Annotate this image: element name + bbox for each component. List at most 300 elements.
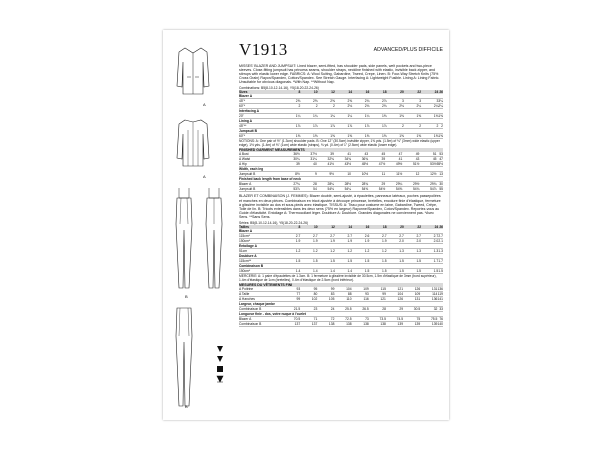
value-cell: 28¼ bbox=[327, 182, 334, 187]
table-row bbox=[239, 322, 443, 327]
value-cell: 75 bbox=[416, 317, 421, 322]
value-cell: 88 bbox=[347, 292, 352, 297]
value-cell: 138 bbox=[380, 322, 386, 327]
jumpsuit-front-drawing bbox=[169, 184, 199, 292]
value-cell: 80 bbox=[313, 292, 318, 297]
value-cell: 1⅝ bbox=[364, 133, 370, 138]
row-label: Blazer A bbox=[239, 93, 253, 98]
value-cell: 70.5 bbox=[293, 317, 301, 322]
value-cell: 45 bbox=[381, 152, 386, 157]
size-cell: 20 bbox=[400, 224, 404, 229]
value-cell: 2¼ bbox=[433, 103, 439, 108]
row-label: Longueur finie - dos, votre nuque à l'ourlet bbox=[239, 312, 306, 317]
combinations-fr: Séries: B5(8-10-12-14-16), Y5(18-20-22-24-26) bbox=[239, 220, 309, 225]
row-label: Blazer A bbox=[239, 317, 252, 322]
size-cell: 18 bbox=[382, 89, 387, 94]
value-cell: 29 bbox=[399, 307, 404, 312]
value-cell: 2¼ bbox=[438, 103, 443, 108]
value-cell: 37½ bbox=[310, 152, 317, 157]
value-cell: 1.5 bbox=[416, 268, 422, 273]
value-cell: 2⅞ bbox=[382, 98, 387, 103]
value-cell: 1.4 bbox=[313, 268, 318, 273]
value-cell: 53 bbox=[439, 152, 443, 157]
value-cell: 24 bbox=[330, 307, 335, 312]
value-cell: 41 bbox=[347, 152, 352, 157]
measurements-table-fr bbox=[239, 287, 443, 327]
value-cell: 2⅛ bbox=[364, 103, 370, 108]
value-cell: 51½ bbox=[412, 162, 420, 167]
value-cell: 2¾ bbox=[364, 98, 370, 103]
value-cell: 1⅝ bbox=[382, 133, 387, 138]
value-cell: 110 bbox=[346, 297, 352, 302]
size-cell: 24 bbox=[434, 224, 439, 229]
value-cell: 1⅞ bbox=[364, 123, 370, 128]
row-label: Combinaison B bbox=[239, 322, 262, 327]
value-cell: 1.5 bbox=[438, 268, 443, 273]
row-label: Entoilage A bbox=[239, 243, 258, 248]
value-cell: 2 bbox=[436, 123, 439, 128]
value-cell: 3 bbox=[419, 98, 422, 103]
value-cell: 53½ bbox=[430, 162, 437, 167]
value-cell: 2.7 bbox=[433, 233, 439, 238]
size-cell: 24 bbox=[434, 89, 439, 94]
value-cell: 1.9 bbox=[364, 238, 370, 243]
value-cell: 1.3 bbox=[416, 248, 422, 253]
value-cell: 1⅝ bbox=[438, 133, 443, 138]
value-cell: 1.5 bbox=[399, 258, 404, 263]
value-cell: 109 bbox=[414, 292, 421, 297]
row-label: 115cm* bbox=[239, 233, 250, 238]
value-cell: 54⅜ bbox=[361, 187, 369, 192]
value-cell: 29¾ bbox=[430, 182, 437, 187]
value-cell: 139 bbox=[397, 322, 404, 327]
size-cell: 16 bbox=[365, 89, 370, 94]
value-cell: 139 bbox=[414, 322, 421, 327]
value-cell: 1.3 bbox=[399, 248, 404, 253]
value-cell: 1.2 bbox=[364, 248, 370, 253]
value-cell: 99 bbox=[330, 287, 335, 292]
value-cell: 2⅛ bbox=[347, 103, 353, 108]
size-cell: 8 bbox=[298, 224, 301, 229]
value-cell: 1.7 bbox=[438, 258, 443, 263]
value-cell: 2.7 bbox=[313, 233, 318, 238]
value-cell: 75.5 bbox=[430, 317, 438, 322]
value-cell: 121 bbox=[380, 297, 386, 302]
measurements-title-en: FINISHED GARMENT MEASUREMENTS bbox=[239, 148, 443, 152]
pattern-envelope-back bbox=[163, 30, 449, 420]
value-cell: 1⅝ bbox=[313, 133, 318, 138]
row-label: Lining A bbox=[239, 118, 253, 123]
value-cell: 39 bbox=[296, 162, 300, 167]
value-cell: 2⅝ bbox=[330, 98, 335, 103]
value-cell: 1⅜ bbox=[416, 113, 422, 118]
value-cell: 136 bbox=[437, 287, 443, 292]
value-cell: 1⅝ bbox=[330, 133, 335, 138]
value-cell: 27¾ bbox=[293, 182, 300, 187]
value-cell: 26.5 bbox=[362, 307, 369, 312]
value-cell: 1.5 bbox=[416, 258, 422, 263]
value-cell: 39 bbox=[381, 157, 386, 162]
jumpsuit-side-drawing bbox=[169, 302, 199, 412]
value-cell: 10½ bbox=[361, 172, 369, 177]
value-cell: 43 bbox=[364, 152, 369, 157]
value-cell: 2.0 bbox=[399, 238, 404, 243]
value-cell: 2 bbox=[315, 103, 318, 108]
value-cell: 1⅞ bbox=[313, 123, 318, 128]
value-cell: 138 bbox=[328, 322, 335, 327]
size-cell: 14 bbox=[348, 224, 353, 229]
row-label: 45"** bbox=[239, 123, 247, 128]
value-cell: 9 bbox=[314, 172, 317, 177]
view-label-b: B bbox=[185, 294, 188, 299]
view-label-a: A bbox=[203, 102, 206, 107]
value-cell: 39 bbox=[330, 152, 334, 157]
size-cell: 10 bbox=[313, 89, 318, 94]
value-cell: 1⅝ bbox=[347, 133, 353, 138]
value-cell: 31¼ bbox=[310, 157, 317, 162]
value-cell: 115 bbox=[380, 287, 386, 292]
jumpsuit-back-drawing bbox=[199, 184, 229, 292]
value-cell: 1.2 bbox=[295, 248, 301, 253]
value-cell: 1.5 bbox=[313, 258, 318, 263]
row-label: A Waist bbox=[239, 157, 251, 162]
row-label: Blazer A bbox=[239, 182, 252, 187]
size-cell: 26 bbox=[439, 89, 443, 94]
value-cell: 1⅞ bbox=[382, 123, 387, 128]
row-label: Combinaison B bbox=[239, 307, 262, 312]
value-cell: 9½ bbox=[329, 172, 334, 177]
value-cell: 1⅝ bbox=[416, 133, 422, 138]
value-cell: 51 bbox=[432, 152, 437, 157]
value-cell: 121 bbox=[397, 287, 404, 292]
row-label: 20" bbox=[239, 113, 244, 118]
value-cell: 2⅝ bbox=[295, 98, 301, 103]
value-cell: 2.0 bbox=[416, 238, 422, 243]
blazer-front-drawing bbox=[173, 44, 213, 106]
value-cell: 28 bbox=[382, 307, 386, 312]
value-cell: 53⅞ bbox=[293, 187, 300, 192]
value-cell: 54⅞ bbox=[430, 187, 437, 192]
value-cell: 2⅛ bbox=[382, 103, 387, 108]
value-cell: 139 bbox=[431, 322, 438, 327]
value-cell: 1.9 bbox=[381, 238, 387, 243]
value-cell: 137 bbox=[311, 322, 318, 327]
value-cell: 71 bbox=[313, 317, 318, 322]
value-cell: 1¼ bbox=[347, 113, 353, 118]
size-cell: 8 bbox=[298, 89, 301, 94]
value-cell: 83 bbox=[330, 292, 335, 297]
value-cell: 1.5 bbox=[330, 258, 335, 263]
value-cell: 1.4 bbox=[347, 268, 353, 273]
value-cell: 136 bbox=[431, 297, 438, 302]
value-cell: 54½ bbox=[378, 187, 386, 192]
value-cell: 2.1 bbox=[438, 238, 443, 243]
value-cell: 2.7 bbox=[347, 233, 353, 238]
row-label: 51cm bbox=[239, 248, 248, 253]
value-cell: 93 bbox=[296, 287, 301, 292]
value-cell: 11½ bbox=[396, 172, 403, 177]
value-cell: 126 bbox=[397, 297, 404, 302]
value-cell: 25.5 bbox=[345, 307, 352, 312]
value-cell: 138 bbox=[346, 322, 352, 327]
value-cell: 34¾ bbox=[344, 157, 352, 162]
value-cell: 140 bbox=[437, 322, 443, 327]
value-cell: 1.3 bbox=[438, 248, 443, 253]
value-cell: 2 bbox=[402, 123, 404, 128]
value-cell: 1.3 bbox=[433, 248, 439, 253]
table-row bbox=[239, 133, 443, 138]
value-cell: 2⅝ bbox=[347, 98, 353, 103]
value-cell: 76 bbox=[439, 317, 443, 322]
description-en: MISSES' BLAZER AND JUMPSUIT: Lined blazer, semi-fitted, has shoulder pads, side panels, welt pockets and two-piece sleeves. Close-fitting jumpsuit has princess seams, shoulder straps, neckline finished with elastic, invisible back zipper, and stirrups with elastic lower edge. FABRICS: A: Wool Suiting, Gabardine, Tweed, Crepe, Linen. B: Four-Way Stretch Knits (75% Cross Grain) Rayon/Spandex, Cotton/Spandex. See Stretch Gauge. Interfacing A: Lightweight Fusible. Lining A: Lining Fabric. Unsuitable for obvious diagonals. *With Nap. **Without Nap. bbox=[239, 64, 440, 85]
value-cell: 104 bbox=[346, 287, 352, 292]
size-cell: 12 bbox=[331, 89, 335, 94]
value-cell: 2.0 bbox=[433, 238, 439, 243]
value-cell: 8½ bbox=[295, 172, 300, 177]
value-cell: 3¼ bbox=[438, 98, 443, 103]
value-cell: 1.5 bbox=[364, 268, 370, 273]
value-cell: 32 bbox=[433, 307, 438, 312]
value-cell: 109 bbox=[363, 287, 369, 292]
size-cell: 16 bbox=[365, 224, 370, 229]
value-cell: 30 bbox=[439, 182, 443, 187]
value-cell: 73 bbox=[365, 317, 369, 322]
value-cell: 23 bbox=[313, 307, 318, 312]
row-label: 45"* bbox=[239, 98, 246, 103]
row-label: 150cm* bbox=[239, 238, 251, 243]
value-cell: 55½ bbox=[436, 162, 443, 167]
value-cell: 73.5 bbox=[379, 317, 386, 322]
value-cell: 74.5 bbox=[396, 317, 404, 322]
value-cell: 43½ bbox=[344, 162, 352, 167]
notions-fr: MERCERIE: A: 1 paire d'épaulettes de 1.3cm. B: 1 fermeture à glissière invisible de 30.5cm, 1.5m d'élastique de 3mm (bord supérieur), 1.4m d'élastique de 1cm (bretelles), 0.4m d'élastique de 2.5cm (bord inférieur). bbox=[239, 273, 437, 282]
value-cell: 36½ bbox=[293, 152, 300, 157]
value-cell: 2¼ bbox=[416, 103, 422, 108]
value-cell: 12 bbox=[415, 172, 420, 177]
value-cell: 1.7 bbox=[433, 258, 439, 263]
value-cell: 1.5 bbox=[433, 268, 439, 273]
value-cell: 49 bbox=[415, 152, 420, 157]
value-cell: 29½ bbox=[412, 182, 420, 187]
size-cell: 14 bbox=[348, 89, 353, 94]
value-cell: 104 bbox=[397, 292, 404, 297]
value-cell: 1.5 bbox=[381, 258, 387, 263]
value-cell: 43 bbox=[415, 157, 420, 162]
value-cell: 72 bbox=[330, 317, 335, 322]
value-cell: 1.4 bbox=[295, 268, 301, 273]
value-cell: 47½ bbox=[378, 162, 386, 167]
value-cell: 1.9 bbox=[347, 238, 353, 243]
value-cell: 99 bbox=[382, 292, 386, 297]
size-cell: 26 bbox=[439, 224, 443, 229]
value-cell: 47 bbox=[439, 157, 443, 162]
value-cell: 77 bbox=[296, 292, 301, 297]
value-cell: 1.9 bbox=[330, 238, 335, 243]
value-cell: 2 bbox=[419, 123, 422, 128]
measurements-title-fr: MESURES DU VÊTEMENTS FINI bbox=[239, 283, 443, 287]
value-cell: 29¼ bbox=[395, 182, 403, 187]
value-cell: 54 bbox=[313, 187, 317, 192]
value-cell: 55 bbox=[439, 187, 443, 192]
care-symbols-icon bbox=[215, 344, 225, 388]
row-label: Jumpsuit B bbox=[239, 172, 256, 177]
notions-en: NOTIONS: A: One pair of ½" (1.3cm) shoulder pads. B: One 12" (30.5cm) invisible zipper, 1⅝ yds. (1.5m) of ⅛" (3mm) wide elastic (upper edge), 1½ yds. (1.4m) of ⅜" (1cm) wide elastic (straps), ⅜ yd. (0.4m) of 1" (2.5cm) wide elastic (lower edge). bbox=[239, 138, 440, 147]
value-cell: 28 bbox=[313, 182, 317, 187]
value-cell: 41½ bbox=[327, 162, 334, 167]
value-cell: 1.2 bbox=[313, 248, 318, 253]
row-label: 150cm* bbox=[239, 268, 251, 273]
value-cell: 1.5 bbox=[381, 268, 387, 273]
value-cell: 11 bbox=[381, 172, 386, 177]
value-cell: 119 bbox=[437, 292, 443, 297]
value-cell: 1.5 bbox=[364, 258, 370, 263]
value-cell: 2.7 bbox=[330, 233, 335, 238]
value-cell: 45 bbox=[432, 157, 437, 162]
value-cell: 2.7 bbox=[438, 233, 443, 238]
table-row bbox=[239, 268, 443, 273]
value-cell: 1.2 bbox=[330, 248, 335, 253]
size-cell: 12 bbox=[331, 224, 335, 229]
value-cell: 1⅜ bbox=[399, 113, 404, 118]
sizes-label: Sizes bbox=[239, 89, 248, 94]
value-cell: 1⅝ bbox=[399, 133, 404, 138]
value-cell: 12½ bbox=[430, 172, 437, 177]
value-cell: 54⅛ bbox=[327, 187, 334, 192]
value-cell: 13 bbox=[439, 172, 443, 177]
size-cell: 18 bbox=[382, 224, 387, 229]
value-cell: 1.9 bbox=[313, 238, 318, 243]
value-cell: 40 bbox=[313, 162, 317, 167]
value-cell: 28¾ bbox=[361, 182, 369, 187]
row-label: Combinaison B bbox=[239, 263, 264, 268]
row-label: Doublure A bbox=[239, 253, 257, 258]
row-label: Largeur, chaque jambe bbox=[239, 302, 275, 307]
value-cell: 1¼ bbox=[330, 113, 335, 118]
value-cell: 131 bbox=[431, 287, 438, 292]
value-cell: 29 bbox=[381, 182, 386, 187]
row-label: A Bust bbox=[239, 152, 249, 157]
value-cell: 137 bbox=[294, 322, 301, 327]
value-cell: 47 bbox=[398, 152, 403, 157]
value-cell: 1.4 bbox=[330, 268, 335, 273]
value-cell: 41 bbox=[398, 157, 403, 162]
value-cell: 116 bbox=[363, 297, 369, 302]
sizes-label: Tailles bbox=[239, 224, 250, 229]
value-cell: 54¾ bbox=[412, 187, 420, 192]
row-label: A Poitrine bbox=[239, 287, 254, 292]
row-label: Jumpsuit B bbox=[239, 128, 257, 133]
value-cell: 54⅝ bbox=[395, 187, 403, 192]
value-cell: 141 bbox=[437, 297, 443, 302]
value-cell: 1.2 bbox=[381, 248, 387, 253]
value-cell: 2.7 bbox=[416, 233, 422, 238]
row-label: A Hip bbox=[239, 162, 247, 167]
value-cell: 2.7 bbox=[399, 233, 404, 238]
value-cell: 1.5 bbox=[347, 258, 353, 263]
value-cell: 49½ bbox=[395, 162, 403, 167]
row-label: Interfacing A bbox=[239, 108, 260, 113]
size-cell: 22 bbox=[417, 224, 422, 229]
value-cell: 10 bbox=[347, 172, 352, 177]
row-label: 60"* bbox=[239, 133, 246, 138]
size-cell: 10 bbox=[313, 224, 318, 229]
row-label: A Taille bbox=[239, 292, 250, 297]
value-cell: 1.9 bbox=[295, 238, 301, 243]
measurements-table-en bbox=[239, 152, 443, 192]
value-cell: 2 bbox=[333, 103, 335, 108]
value-cell: 1⅜ bbox=[433, 113, 439, 118]
value-cell: 28½ bbox=[344, 182, 352, 187]
value-cell: 1.2 bbox=[347, 248, 353, 253]
table-row bbox=[239, 187, 443, 192]
value-cell: 95 bbox=[313, 287, 318, 292]
row-label: Finished back length from base of neck bbox=[239, 177, 301, 182]
value-cell: 1⅝ bbox=[433, 133, 439, 138]
value-cell: 1⅜ bbox=[438, 113, 443, 118]
value-cell: 93 bbox=[365, 292, 369, 297]
difficulty-level: ADVANCED/PLUS DIFFICILE bbox=[373, 47, 443, 53]
value-cell: 1⅞ bbox=[330, 123, 335, 128]
description-fr: BLAZER ET COMBINAISON (J. FEMMES): Blazer doublé, semi-ajusté, à épaulettes, panneaux latéraux, poches passepoilées et manches en deux pièces. Combinaison en tricot ajustée à découpe princesse, bretelles, encolure finie d'élastique, fermeture à glissière invisible au dos et sous-pieds avec élastique. TISSUS: A: Tissu pour costume en laine, Gabardine, Tweed, Crêpe, Toile de lin. B: Tricots extensibles dans les deux sens (75% en largeur) Rayonne/Spandex, Coton/Spandex. Reportez-vous au Guide d'élasticité. Entoilage A: Thermocollant léger. Doublure A: Doublure. Grandes diagonales ne conviennent pas. *Avec Sens. **Sans Sens. bbox=[239, 194, 441, 219]
value-cell: 54¼ bbox=[344, 187, 352, 192]
view-label-a-back: A bbox=[203, 174, 206, 179]
envelope-text bbox=[239, 40, 443, 327]
value-cell: 2.7 bbox=[381, 233, 387, 238]
value-cell: 2 bbox=[298, 103, 301, 108]
view-label-b-side: B bbox=[185, 404, 188, 409]
value-cell: 1¼ bbox=[313, 113, 318, 118]
value-cell: 45½ bbox=[361, 162, 369, 167]
value-cell: 30¼ bbox=[293, 157, 300, 162]
value-cell: 131 bbox=[414, 297, 421, 302]
value-cell: 1⅜ bbox=[382, 113, 387, 118]
value-cell: 2.6 bbox=[364, 233, 370, 238]
value-cell: 1.5 bbox=[399, 268, 404, 273]
value-cell: 32¾ bbox=[327, 157, 334, 162]
value-cell: 36¾ bbox=[361, 157, 369, 162]
value-cell: 3 bbox=[402, 98, 404, 103]
value-cell: 2 bbox=[441, 123, 443, 128]
value-cell: 105 bbox=[328, 297, 335, 302]
size-cell: 22 bbox=[417, 89, 422, 94]
value-cell: 33 bbox=[439, 307, 443, 312]
value-cell: 114 bbox=[432, 292, 438, 297]
row-label: 60"* bbox=[239, 103, 246, 108]
value-cell: 3 bbox=[436, 98, 439, 103]
row-label: Width, each leg bbox=[239, 167, 264, 172]
value-cell: 1⅝ bbox=[295, 133, 301, 138]
value-cell: 1⅞ bbox=[295, 123, 301, 128]
value-cell: 1.5 bbox=[295, 258, 301, 263]
value-cell: 99 bbox=[296, 297, 301, 302]
value-cell: 1¼ bbox=[295, 113, 301, 118]
technical-drawings bbox=[169, 44, 231, 416]
row-label: A Hanches bbox=[239, 297, 255, 302]
row-label: 115cm** bbox=[239, 258, 252, 263]
value-cell: 2⅛ bbox=[399, 103, 404, 108]
pattern-number: V1913 bbox=[239, 40, 288, 59]
yardage-table-en bbox=[239, 90, 443, 139]
yardage-table-fr bbox=[239, 225, 443, 274]
row-label: Jumpsuit B bbox=[239, 187, 256, 192]
value-cell: 2⅝ bbox=[313, 98, 318, 103]
value-cell: 102 bbox=[311, 297, 318, 302]
value-cell: 72.5 bbox=[345, 317, 352, 322]
value-cell: 126 bbox=[414, 287, 421, 292]
row-label: Blazer A bbox=[239, 228, 253, 233]
value-cell: 2.7 bbox=[295, 233, 301, 238]
blazer-back-drawing bbox=[173, 116, 213, 178]
